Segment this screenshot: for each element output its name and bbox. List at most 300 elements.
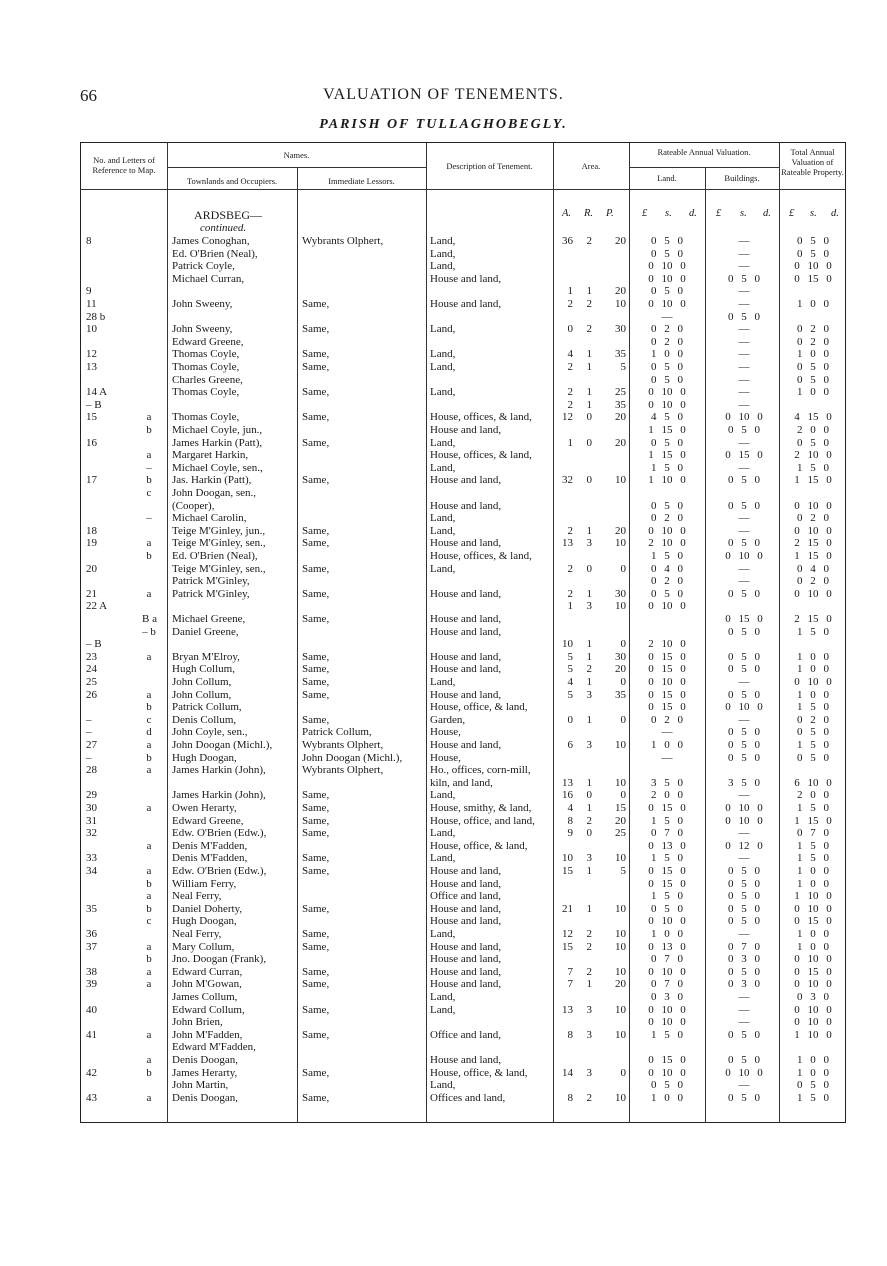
cell-r: 0 [586, 436, 592, 449]
table-row [0, 374, 887, 387]
table-row [0, 852, 887, 865]
cell-a: 15 [562, 940, 573, 953]
cell-les: Same, [302, 1066, 330, 1079]
cell-desc: Land, [430, 524, 456, 537]
cell-land: 0 15 0 [648, 877, 686, 890]
cell-bld: 0 10 0 [725, 802, 763, 814]
header-buildings: Buildings. [724, 173, 760, 183]
cell-r: 2 [586, 663, 592, 676]
cell-p: 35 [615, 398, 626, 411]
table-row [0, 1004, 887, 1017]
cell-occ: Michael Carolin, [172, 512, 247, 525]
cell-bld: 0 5 0 [728, 751, 760, 764]
table-row [0, 613, 887, 626]
cell-les: Same, [302, 587, 330, 600]
cell-bld: — [738, 348, 750, 361]
cell-land: 0 10 0 [648, 1003, 686, 1016]
cell-r: 2 [586, 298, 592, 310]
cell-a: 15 [562, 865, 573, 877]
cell-desc: House, office, & land, [430, 701, 528, 714]
cell-bld: — [738, 789, 750, 802]
cell-sub: a [146, 978, 152, 991]
cell-desc: Land, [430, 386, 456, 399]
header-names: Names. [283, 150, 310, 160]
cell-ref: 36 [86, 928, 97, 940]
unit-acres: A. [562, 208, 572, 219]
cell-p: 20 [615, 814, 626, 827]
cell-sub: a [146, 739, 152, 751]
cell-ref: 29 [86, 789, 97, 802]
table-row [0, 840, 887, 853]
cell-land: 0 2 0 [651, 575, 683, 588]
cell-bld: — [738, 285, 750, 298]
cell-les: Wybrants Olphert, [302, 764, 384, 777]
cell-occ: Edward Curran, [172, 965, 243, 978]
cell-total: 1 5 0 [797, 839, 829, 852]
cell-ref: 21 [86, 587, 97, 600]
cell-desc: Land, [430, 562, 456, 575]
cell-p: 0 [620, 638, 626, 651]
cell-ref: 30 [86, 802, 97, 814]
cell-total: 0 15 0 [794, 272, 832, 285]
table-row [0, 575, 887, 588]
cell-les: Same, [302, 411, 330, 424]
cell-ref: 19 [86, 537, 97, 550]
cell-occ: Patrick Coyle, [172, 260, 235, 273]
cell-r: 1 [586, 361, 592, 373]
table-row [0, 323, 887, 336]
cell-occ: Neal Ferry, [172, 890, 222, 903]
cell-total: 0 15 0 [794, 965, 832, 978]
cell-r: 2 [586, 940, 592, 953]
cell-a: 0 [567, 713, 573, 726]
cell-land: 0 2 0 [651, 335, 683, 348]
cell-desc: Land, [430, 348, 456, 361]
unit-total-pence: d. [831, 208, 839, 219]
cell-sub: d [146, 726, 152, 739]
cell-desc: Office and land, [430, 890, 501, 903]
cell-occ: Hugh Collum, [172, 663, 235, 676]
cell-desc: House and land, [430, 688, 502, 701]
cell-desc: House and land, [430, 902, 502, 915]
cell-r: 0 [586, 827, 592, 840]
cell-sub: c [146, 487, 152, 499]
cell-les: Same, [302, 650, 330, 663]
cell-occ: Teige M'Ginley, sen., [172, 537, 266, 550]
cell-occ: James Harkin (John), [172, 789, 266, 802]
cell-p: 5 [620, 865, 626, 877]
cell-occ: Daniel Doherty, [172, 902, 243, 915]
cell-bld: 0 15 0 [725, 613, 763, 625]
cell-land: 0 7 0 [651, 827, 683, 840]
cell-occ: Michael Coyle, sen., [172, 461, 263, 474]
cell-p: 0 [620, 789, 626, 802]
cell-bld: — [738, 562, 750, 575]
cell-total: 1 0 0 [797, 928, 829, 940]
cell-land: 0 10 0 [648, 398, 686, 411]
cell-r: 3 [586, 1028, 592, 1041]
table-row [0, 651, 887, 664]
unit-perches: P. [606, 208, 614, 219]
cell-land: 1 5 0 [651, 550, 683, 562]
table-row [0, 752, 887, 765]
table-row [0, 802, 887, 815]
cell-p: 10 [615, 298, 626, 310]
cell-occ: John Collum, [172, 688, 232, 701]
cell-p: 10 [615, 928, 626, 940]
cell-land: 0 10 0 [648, 260, 686, 273]
table-row [0, 487, 887, 500]
cell-sub: a [146, 890, 152, 903]
cell-land: 0 10 0 [648, 915, 686, 928]
cell-sub: a [146, 587, 152, 600]
cell-land: 1 0 0 [651, 1091, 683, 1104]
townland-name: ARDSBEG— [194, 208, 263, 222]
cell-desc: Land, [430, 928, 456, 940]
cell-p: 0 [620, 676, 626, 688]
cell-land: 0 5 0 [651, 1079, 683, 1092]
cell-land: 0 4 0 [651, 562, 683, 575]
cell-occ: Michael Curran, [172, 272, 245, 285]
cell-sub: b [146, 550, 152, 562]
cell-land: 0 10 0 [648, 298, 686, 310]
cell-desc: House, offices, & land, [430, 550, 532, 562]
cell-a: 5 [567, 650, 573, 663]
cell-land: 0 2 0 [651, 713, 683, 726]
cell-ref: 20 [86, 562, 97, 575]
cell-r: 1 [586, 524, 592, 537]
cell-bld: 0 5 0 [728, 688, 760, 701]
cell-desc: House and land, [430, 474, 502, 487]
cell-total: 0 10 0 [794, 1003, 832, 1016]
cell-ref: 22 A [86, 600, 108, 613]
cell-desc: House, smithy, & land, [430, 802, 532, 814]
cell-total: 1 10 0 [794, 890, 832, 903]
unit-bld-shillings: s. [740, 208, 747, 219]
cell-total: 1 0 0 [797, 1066, 829, 1079]
cell-desc: Offices and land, [430, 1091, 506, 1104]
cell-land: 0 5 0 [651, 587, 683, 600]
cell-desc: House and land, [430, 650, 502, 663]
cell-p: 30 [615, 650, 626, 663]
cell-r: 3 [586, 739, 592, 751]
cell-land: 0 2 0 [651, 323, 683, 336]
cell-total: 1 0 0 [797, 298, 829, 310]
table-row [0, 588, 887, 601]
cell-a: 6 [567, 739, 573, 751]
cell-total: 1 15 0 [794, 550, 832, 562]
cell-total: 1 0 0 [797, 865, 829, 877]
table-row [0, 789, 887, 802]
cell-les: Same, [302, 323, 330, 336]
cell-total: 1 0 0 [797, 663, 829, 676]
cell-occ: Edward Greene, [172, 335, 244, 348]
cell-ref: – [86, 713, 92, 726]
cell-r: 2 [586, 1091, 592, 1104]
cell-p: 10 [615, 1091, 626, 1104]
cell-bld: — [738, 298, 750, 310]
cell-ref: 26 [86, 688, 97, 701]
cell-sub: b [146, 902, 152, 915]
cell-bld: — [738, 335, 750, 348]
cell-sub: a [146, 1054, 152, 1066]
cell-ref: 37 [86, 940, 97, 953]
cell-a: 4 [567, 676, 573, 688]
cell-a: 2 [567, 562, 573, 575]
cell-occ: Ed. O'Brien (Neal), [172, 247, 258, 260]
cell-desc: House, office, & land, [430, 839, 528, 852]
cell-r: 1 [586, 398, 592, 411]
cell-desc: House and land, [430, 877, 502, 890]
cell-total: 1 10 0 [794, 1028, 832, 1041]
table-row [0, 411, 887, 424]
cell-occ: John Doogan, sen., [172, 487, 257, 499]
continued-row [0, 222, 887, 235]
cell-bld: — [738, 373, 750, 386]
cell-bld: 0 5 0 [728, 272, 760, 285]
cell-occ: Ed. O'Brien (Neal), [172, 550, 258, 562]
cell-desc: Land, [430, 1079, 456, 1092]
header-rule [629, 167, 779, 168]
cell-occ: James Collum, [172, 991, 238, 1003]
cell-total: 2 0 0 [797, 424, 829, 436]
cell-occ: Charles Greene, [172, 373, 243, 386]
cell-a: 16 [562, 789, 573, 802]
cell-desc: Land, [430, 247, 456, 260]
cell-r: 2 [586, 928, 592, 940]
cell-total: 1 0 0 [797, 348, 829, 361]
cell-ref: 34 [86, 865, 97, 877]
cell-a: 7 [567, 965, 573, 978]
header-total: Total Annual Valuation of Rateable Property. [781, 147, 844, 177]
cell-sub: b [146, 474, 152, 487]
cell-land: 4 5 0 [651, 411, 683, 424]
header-area: Area. [581, 161, 601, 171]
table-row [0, 248, 887, 261]
cell-ref: 18 [86, 524, 97, 537]
cell-total: 6 10 0 [794, 776, 832, 789]
table-row [0, 260, 887, 273]
cell-r: 2 [586, 323, 592, 336]
cell-desc: Land, [430, 361, 456, 373]
table-row [0, 437, 887, 450]
cell-r: 0 [586, 562, 592, 575]
cell-sub: – [146, 512, 152, 525]
cell-r: 3 [586, 1003, 592, 1016]
unit-land-pounds: £ [642, 208, 648, 219]
cell-r: 1 [586, 587, 592, 600]
cell-bld: 0 5 0 [728, 877, 760, 890]
cell-bld: 0 3 0 [728, 953, 760, 966]
cell-a: 2 [567, 361, 573, 373]
cell-occ: John Sweeny, [172, 323, 233, 336]
cell-r: 3 [586, 688, 592, 701]
cell-desc: Land, [430, 991, 456, 1003]
cell-sub: – [146, 461, 152, 474]
cell-desc: House and land, [430, 940, 502, 953]
unit-bld-pounds: £ [716, 208, 722, 219]
cell-desc: Land, [430, 260, 456, 273]
header-rule [167, 167, 297, 168]
cell-les: Same, [302, 688, 330, 701]
cell-desc: House, offices, & land, [430, 449, 532, 462]
cell-a: 8 [567, 1028, 573, 1041]
cell-land: 2 0 0 [651, 789, 683, 802]
cell-r: 0 [586, 474, 592, 487]
cell-occ: James Harkin (Patt), [172, 436, 263, 449]
cell-a: 5 [567, 663, 573, 676]
cell-ref: 12 [86, 348, 97, 361]
cell-occ: Denis Collum, [172, 713, 237, 726]
cell-les: Same, [302, 814, 330, 827]
table-row [0, 1054, 887, 1067]
cell-r: 3 [586, 537, 592, 550]
table-row [0, 676, 887, 689]
cell-land: 0 5 0 [651, 247, 683, 260]
table-row [0, 449, 887, 462]
cell-les: Same, [302, 474, 330, 487]
cell-sub: a [146, 449, 152, 462]
cell-ref: 14 A [86, 386, 108, 399]
table-row [0, 966, 887, 979]
cell-land: 0 5 0 [651, 373, 683, 386]
cell-bld: — [738, 676, 750, 688]
table-row [0, 298, 887, 311]
cell-bld: — [738, 1079, 750, 1092]
table-row [0, 600, 887, 613]
unit-total-shillings: s. [810, 208, 817, 219]
cell-land: 0 10 0 [648, 600, 686, 613]
cell-occ: John Collum, [172, 676, 232, 688]
cell-r: 1 [586, 386, 592, 399]
cell-ref: 27 [86, 739, 97, 751]
table-row [0, 361, 887, 374]
cell-desc: House and land, [430, 613, 502, 625]
cell-p: 0 [620, 562, 626, 575]
cell-p: 10 [615, 940, 626, 953]
cell-land: — [661, 751, 673, 764]
cell-a: 0 [567, 323, 573, 336]
cell-occ: Neal Ferry, [172, 928, 222, 940]
cell-ref: – [86, 751, 92, 764]
cell-p: 25 [615, 386, 626, 399]
cell-ref: 8 [86, 235, 92, 247]
cell-r: 1 [586, 285, 592, 298]
cell-sub: a [146, 764, 152, 777]
cell-sub: b [146, 751, 152, 764]
cell-sub: a [146, 1091, 152, 1104]
cell-desc: House and land, [430, 587, 502, 600]
cell-land: 0 15 0 [648, 650, 686, 663]
cell-occ: John Sweeny, [172, 298, 233, 310]
cell-total: 0 10 0 [794, 499, 832, 512]
cell-desc: Land, [430, 789, 456, 802]
cell-bld: 0 5 0 [728, 537, 760, 550]
cell-r: 1 [586, 348, 592, 361]
header-rule [80, 189, 846, 190]
cell-ref: 13 [86, 361, 97, 373]
cell-ref: 28 [86, 764, 97, 777]
cell-les: Same, [302, 852, 330, 865]
cell-bld: — [738, 852, 750, 865]
cell-a: 2 [567, 398, 573, 411]
cell-occ: Edward Collum, [172, 1003, 245, 1016]
cell-les: Same, [302, 348, 330, 361]
cell-p: 10 [615, 1003, 626, 1016]
table-row [0, 689, 887, 702]
cell-les: Same, [302, 1091, 330, 1104]
cell-desc: House and land, [430, 298, 502, 310]
cell-sub: a [146, 940, 152, 953]
cell-total: 1 15 0 [794, 814, 832, 827]
cell-a: 2 [567, 298, 573, 310]
table-row [0, 941, 887, 954]
cell-bld: — [738, 398, 750, 411]
cell-bld: — [738, 827, 750, 840]
unit-land-shillings: s. [665, 208, 672, 219]
cell-bld: 0 15 0 [725, 449, 763, 462]
cell-occ: Jas. Harkin (Patt), [172, 474, 252, 487]
cell-les: Same, [302, 1003, 330, 1016]
unit-land-pence: d. [689, 208, 697, 219]
cell-ref: – B [86, 638, 102, 651]
cell-bld: 0 10 0 [725, 814, 763, 827]
table-row [0, 386, 887, 399]
cell-occ: Teige M'Ginley, sen., [172, 562, 266, 575]
cell-land: 0 10 0 [648, 965, 686, 978]
cell-a: 12 [562, 928, 573, 940]
cell-bld: 0 7 0 [728, 940, 760, 953]
cell-land: 1 10 0 [648, 474, 686, 487]
cell-ref: 16 [86, 436, 97, 449]
cell-land: 0 13 0 [648, 940, 686, 953]
cell-les: Same, [302, 386, 330, 399]
table-row [0, 563, 887, 576]
cell-ref: 35 [86, 902, 97, 915]
cell-total: 0 15 0 [794, 915, 832, 928]
cell-occ: John Brien, [172, 1016, 223, 1029]
cell-total: 2 15 0 [794, 613, 832, 625]
cell-a: 8 [567, 814, 573, 827]
table-row [0, 865, 887, 878]
cell-ref: 32 [86, 827, 97, 840]
cell-total: 1 5 0 [797, 739, 829, 751]
cell-les: Same, [302, 436, 330, 449]
cell-r: 1 [586, 902, 592, 915]
cell-bld: 0 12 0 [725, 839, 763, 852]
cell-a: 10 [562, 638, 573, 651]
cell-land: 0 10 0 [648, 676, 686, 688]
header-lessors: Immediate Lessors. [328, 176, 395, 186]
cell-ref: 25 [86, 676, 97, 688]
parish-subtitle: PARISH OF TULLAGHOBEGLY. [319, 117, 568, 132]
cell-bld: — [738, 512, 750, 525]
cell-bld: 0 5 0 [728, 726, 760, 739]
cell-desc: Land, [430, 512, 456, 525]
cell-p: 20 [615, 285, 626, 298]
cell-p: 20 [615, 235, 626, 247]
cell-desc: Land, [430, 852, 456, 865]
table-row [0, 638, 887, 651]
table-row [0, 827, 887, 840]
cell-desc: Land, [430, 1003, 456, 1016]
cell-bld: 0 5 0 [728, 310, 760, 323]
cell-occ: Denis Doogan, [172, 1054, 238, 1066]
cell-land: 0 10 0 [648, 1066, 686, 1079]
cell-bld: — [738, 928, 750, 940]
cell-bld: 0 5 0 [728, 915, 760, 928]
table-row [0, 991, 887, 1004]
